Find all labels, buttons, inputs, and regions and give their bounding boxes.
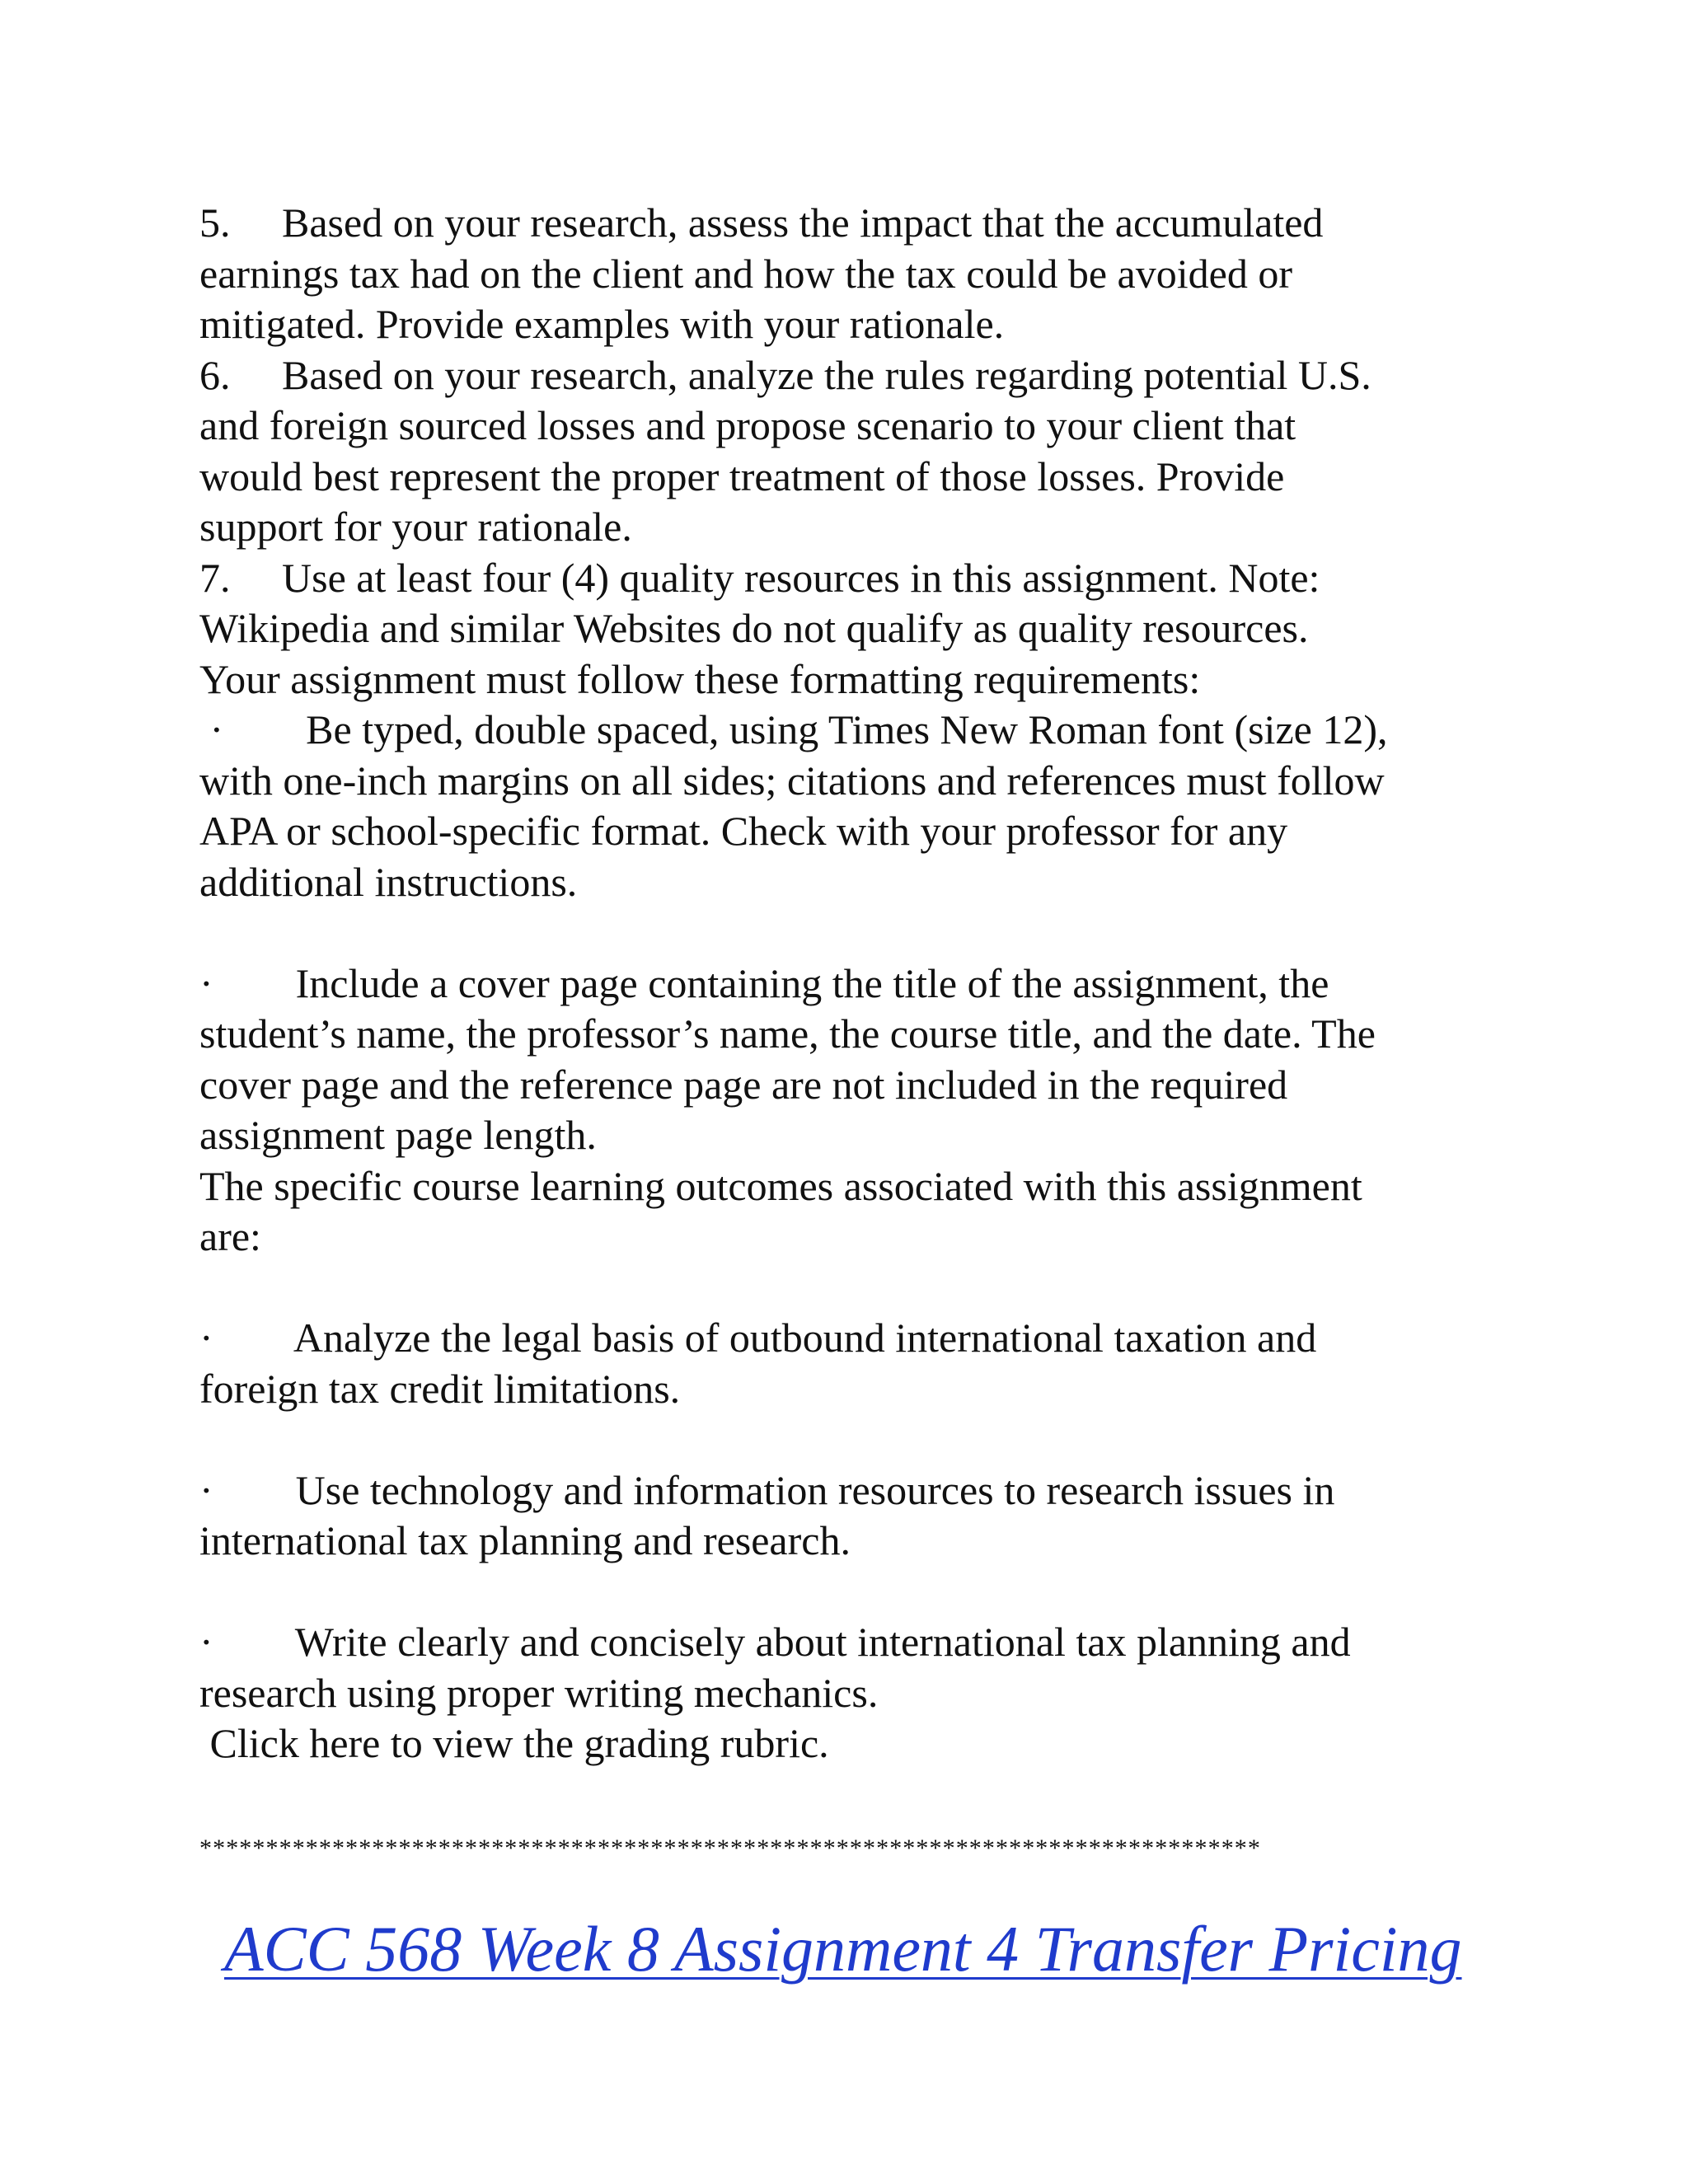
blank-line	[199, 1414, 1485, 1465]
text-line: support for your rationale.	[199, 504, 632, 550]
text-line: · Write clearly and concisely about international tax planning and	[199, 1619, 1351, 1665]
text-line: The specific course learning outcomes associated with this assignment	[199, 1162, 1362, 1209]
text-line: · Analyze the legal basis of outbound international taxation and	[199, 1315, 1317, 1361]
text-line: are:	[199, 1213, 261, 1259]
text-line: · Include a cover page containing the title of the assignment, the	[199, 959, 1329, 1006]
document-body	[199, 198, 1485, 1769]
text-line: earnings tax had on the client and how the tax could be avoided or	[199, 250, 1292, 297]
text-line: international tax planning and research.	[199, 1517, 851, 1563]
text-line: · Use technology and information resources to research issues in	[199, 1466, 1335, 1513]
blank-line	[199, 1567, 1485, 1618]
text-line: cover page and the reference page are not included in the required	[199, 1061, 1288, 1108]
text-line: research using proper writing mechanics.	[199, 1669, 879, 1716]
text-line: APA or school-specific format. Check with your professor for any	[199, 808, 1288, 854]
text-line: foreign tax credit limitations.	[199, 1365, 681, 1412]
text-line: and foreign sourced losses and propose scenario to your client that	[199, 402, 1296, 448]
text-line: Your assignment must follow these formatting requirements:	[199, 655, 1201, 702]
text-line: additional instructions.	[199, 858, 578, 905]
text-line: would best represent the proper treatment of those losses. Provide	[199, 452, 1285, 499]
text-line: mitigated. Provide examples with your rationale.	[199, 301, 1005, 347]
blank-line	[199, 907, 1485, 958]
text-line: 6. Based on your research, analyze the rules regarding potential U.S.	[199, 351, 1372, 398]
text-line: with one-inch margins on all sides; citations and references must follow	[199, 757, 1385, 804]
text-line: assignment page length.	[199, 1112, 597, 1158]
assignment-title-link[interactable]: ACC 568 Week 8 Assignment 4 Transfer Pricing	[224, 1913, 1462, 1985]
text-line: · Be typed, double spaced, using Times New Roman font (size 12),	[199, 706, 1388, 752]
blank-line	[199, 1263, 1485, 1314]
text-line: 5. Based on your research, assess the impact that the accumulated	[199, 199, 1324, 246]
grading-rubric-link-text[interactable]: Click here to view the grading rubric.	[199, 1720, 829, 1766]
separator-line: ********************************************************************************	[199, 1835, 1261, 1862]
text-line: 7. Use at least four (4) quality resources in this assignment. Note:	[199, 554, 1320, 601]
text-line: Wikipedia and similar Websites do not qualify as quality resources.	[199, 605, 1309, 651]
text-line: student’s name, the professor’s name, the course title, and the date. The	[199, 1010, 1376, 1057]
